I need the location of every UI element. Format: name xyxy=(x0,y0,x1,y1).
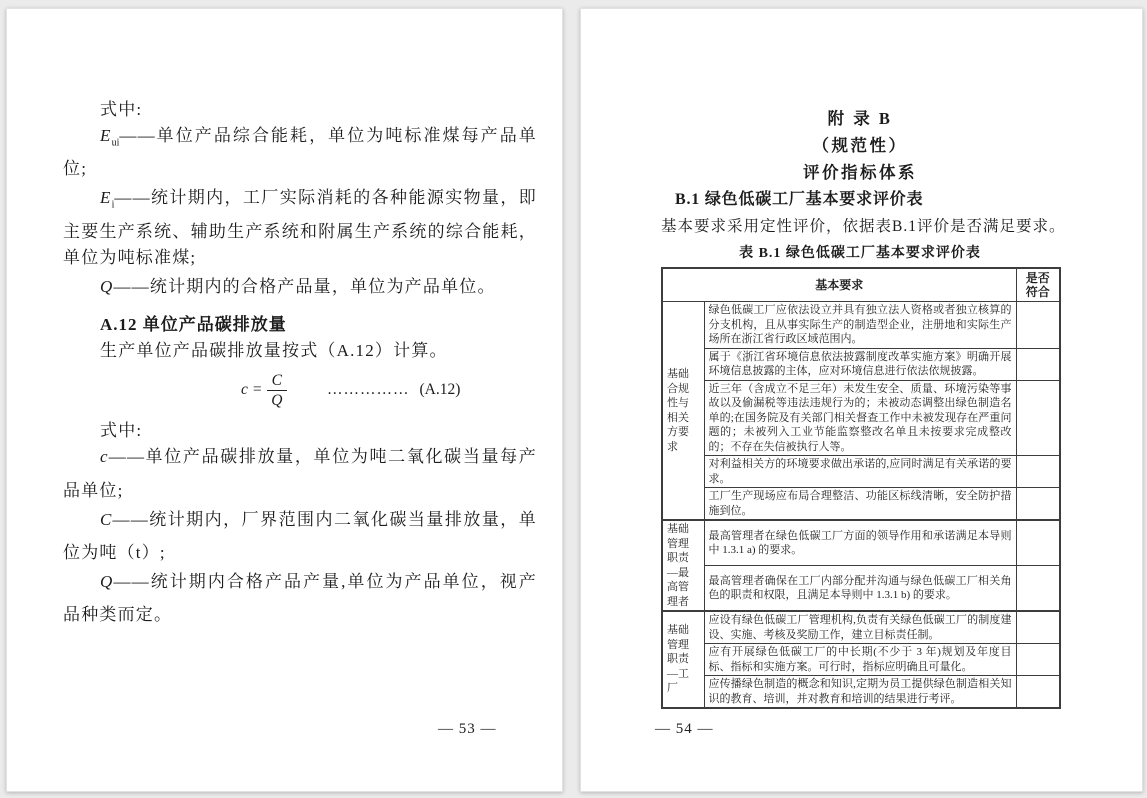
compliance-cell xyxy=(1016,566,1060,612)
table-header-compliance: 是否符合 xyxy=(1016,268,1060,302)
table-row xyxy=(662,520,1060,566)
formula-a12 xyxy=(63,367,537,413)
table-row xyxy=(662,566,1060,612)
compliance-cell xyxy=(1016,676,1060,709)
table-row xyxy=(662,348,1060,380)
compliance-cell xyxy=(1016,348,1060,380)
where-label-1: 式中: xyxy=(100,100,143,119)
requirement-cell: 属于《浙江省环境信息依法披露制度改革实施方案》明确开展环境信息披露的主体，应对环境信息进行依法依规披露。 xyxy=(704,348,1016,380)
page-54 xyxy=(580,8,1143,792)
variable-definition-q2: Q——统计期内合格产品产量,单位为产品单位，视产品种类而定。 xyxy=(63,571,537,625)
appendix-subtitle: （规范性） xyxy=(812,136,908,155)
appendix-title: 附 录 B xyxy=(827,109,893,128)
table-header-requirement: 基本要求 xyxy=(662,268,1016,302)
category-cell: 基础合规性与相关方要求 xyxy=(662,302,704,521)
page-number-53: — 53 — xyxy=(438,721,497,737)
table-row xyxy=(662,676,1060,709)
requirement-cell: 绿色低碳工厂应依法设立并具有独立法人资格或者独立核算的分支机构，且从事实际生产的制造型企业，注册地和实际生产场所在浙江省行政区域范围内。 xyxy=(704,302,1016,349)
table-row xyxy=(662,488,1060,521)
variable-definition-c-lower: c——单位产品碳排放量，单位为吨二氧化碳当量每产品单位; xyxy=(63,447,537,500)
requirement-cell: 对利益相关方的环境要求做出承诺的,应同时满足有关承诺的要求。 xyxy=(704,456,1016,488)
compliance-cell xyxy=(1016,520,1060,566)
section-heading-a12: A.12 单位产品碳排放量 xyxy=(100,315,287,335)
table-body xyxy=(662,302,1060,709)
requirement-cell: 应设有绿色低碳工厂管理机构,负责有关绿色低碳工厂的制度建设、实施、考核及奖励工作，建立目标责任制。 xyxy=(704,611,1016,644)
compliance-cell xyxy=(1016,644,1060,676)
variable-definition-ei: $E_i——$统计期内，工厂实际消耗的各种能源实物量，即主要生产系统、辅助生产系统和附属生产系统的综合能耗，单位为吨标准煤; xyxy=(63,188,537,267)
table-caption: 表 B.1 绿色低碳工厂基本要求评价表 xyxy=(739,246,981,261)
where-label-2: 式中: xyxy=(100,421,143,441)
page-53-content xyxy=(63,97,537,631)
compliance-cell xyxy=(1016,488,1060,521)
page-number-54: — 54 — xyxy=(655,721,714,737)
formula-intro: 生产单位产品碳排放量按式（A.12）计算。 xyxy=(100,341,448,361)
table-row xyxy=(662,380,1060,456)
table-row xyxy=(662,611,1060,644)
formula-dot-leader: …………… xyxy=(326,381,410,399)
compliance-cell xyxy=(1016,456,1060,488)
page-54-content xyxy=(661,105,1066,709)
fraction: $\frac{C}{Q}$ xyxy=(267,371,287,410)
formula-number: (A.12) xyxy=(419,381,461,399)
table-header-row xyxy=(662,268,1060,302)
variable-definition-q1: Q——统计期内的合格产品量，单位为产品单位。 xyxy=(100,276,496,296)
page-53 xyxy=(6,8,563,792)
requirement-cell: 最高管理者在绿色低碳工厂方面的领导作用和承诺满足本导则中 1.3.1 a) 的要求。 xyxy=(704,520,1016,566)
evaluation-table xyxy=(661,267,1061,709)
compliance-cell xyxy=(1016,302,1060,349)
requirement-cell: 近三年（含成立不足三年）未发生安全、质量、环境污染等事故以及偷漏税等违法违规行为的；未被动态调整出绿色制造名单的;在国务院及有关部门相关督查工作中未被发现存在严重问题的；未被列入工业节能监察整改名单且未按要求完成整改的；不存在失信被执行人等。 xyxy=(704,380,1016,456)
compliance-cell xyxy=(1016,380,1060,456)
section-heading-b1: B.1 绿色低碳工厂基本要求评价表 xyxy=(675,191,924,208)
variable-definition-c-upper: C——统计期内，厂界范围内二氧化碳当量排放量，单位为吨（t）; xyxy=(63,509,537,562)
table-intro: 基本要求采用定性评价，依据表B.1评价是否满足要求。 xyxy=(661,218,1066,235)
table-row xyxy=(662,302,1060,349)
requirement-cell: 最高管理者确保在工厂内部分配并沟通与绿色低碳工厂相关角色的职责和权限，且满足本导则中 1.3.1 b) 的要求。 xyxy=(704,566,1016,612)
table-row xyxy=(662,644,1060,676)
appendix-name: 评价指标体系 xyxy=(803,163,917,182)
requirement-cell: 应有开展绿色低碳工厂的中长期(不少于 3 年)规划及年度目标、指标和实施方案。可行时，指标应明确且可量化。 xyxy=(704,644,1016,676)
compliance-cell xyxy=(1016,611,1060,644)
category-cell: 基础管理职责—最高管理者 xyxy=(662,520,704,611)
formula-expression: c = xyxy=(241,381,262,399)
table-row xyxy=(662,456,1060,488)
variable-definition-eui: $E_{ui}——$单位产品综合能耗，单位为吨标准煤每产品单位; xyxy=(63,126,537,179)
requirement-cell: 应传播绿色制造的概念和知识,定期为员工提供绿色制造相关知识的教育、培训，并对教育和培训的结果进行考评。 xyxy=(704,676,1016,709)
category-cell: 基础管理职责—工厂 xyxy=(662,611,704,708)
requirement-cell: 工厂生产现场应布局合理整洁、功能区标线清晰，安全防护措施到位。 xyxy=(704,488,1016,521)
